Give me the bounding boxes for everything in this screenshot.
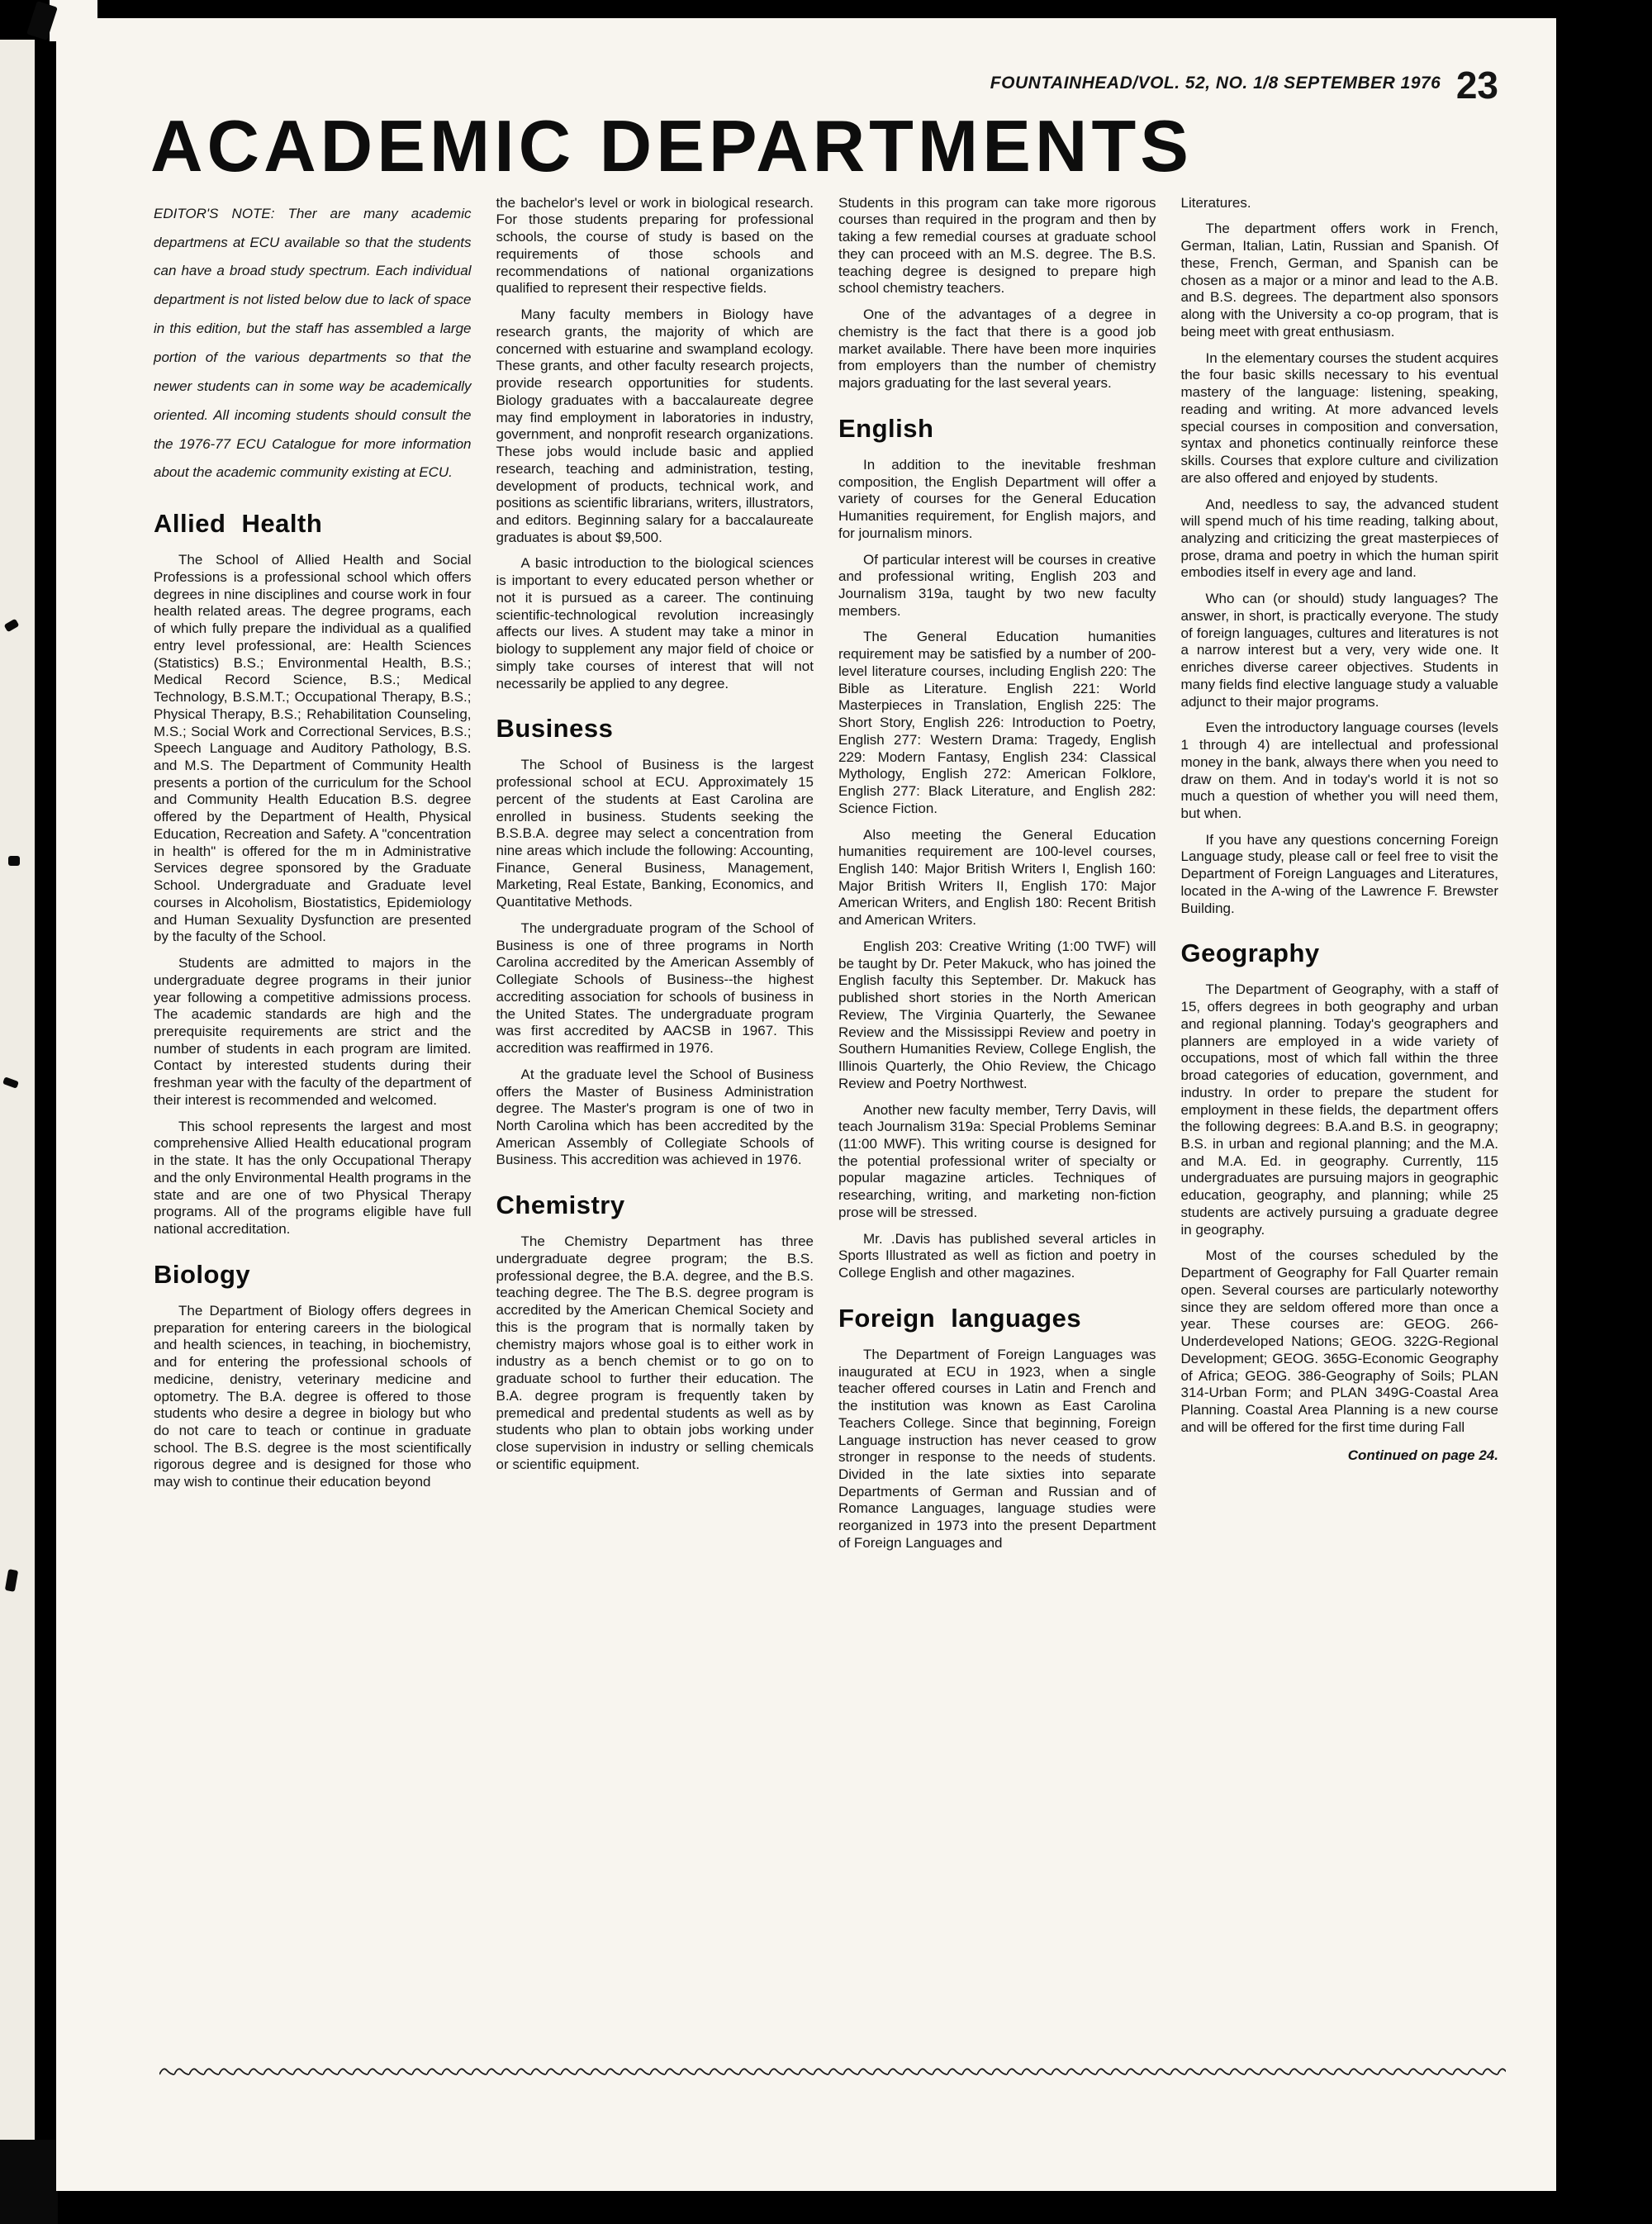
paragraph: The School of Business is the largest professional school at ECU. Approximately 15 percent of the students at East Carolina are enrolled in business. Students seeking the B.S.B.A. degree may select a concentration from nine areas which include the following: Accounting, Finance, General Business, Management, Marketing, Real Estate, Banking, Economics, and Quantitative Methods. xyxy=(496,757,814,910)
paragraph: Also meeting the General Education humanities requirement are 100-level courses, English 140: Major British Writers I, English 160: Major British Writers II, English 170: Major American Writers, and English 180: Recent British and American Writers. xyxy=(838,826,1156,929)
paragraph: The General Education humanities requirement may be satisfied by a number of 200-level literature courses, including English 220: The Bible as Literature. English 221: World Masterpieces in Translation, English 225: The Short Story, English 226: Introduction to Poetry, English 277: Western Drama: Tragedy, English 229: Modern Fantasy, English 234: Classical Mythology, English 272: American Folklore, English 277: Black Literature, and English 282: Science Fiction. xyxy=(838,629,1156,816)
editors-note: EDITOR'S NOTE: Ther are many academic departmens at ECU available so that the students can have a broad study spectrum. Each individual department is not listed below due to lack of space in this edition, but the staff has assembled a large portion of the various departments so that the newer students can in some way be academically oriented. All incoming students should consult the the 1976-77 ECU Catalogue for more information about the academic community existing at ECU. xyxy=(154,205,472,481)
paragraph: The Department of Biology offers degrees in preparation for entering careers in the biological and health sciences, in teaching, in biochemistry, and for entering the professional schools of medicine, denistry, veterinary medicine and optometry. The B.A. degree is offered to those students who desire a degree in biology but who do not care to teach or continue in graduate school. The B.S. degree is the most scientifically rigorous degree and is designed for those who may wish to continue their education beyond xyxy=(154,1302,472,1490)
section-heading-foreign-languages: Foreign languages xyxy=(838,1303,1082,1333)
paragraph: The Chemistry Department has three undergraduate degree program; the B.S. professional degree, the B.A. degree, and the B.S. teaching degree. The The B.S. degree program is accredited by the American Chemical Society and this is the program that is normally taken by chemistry majors whose goal is to either work in industry as a bench chemist or to go on to graduate school to further their education. The B.A. degree program is frequently taken by premedical and predental students as well as by students who plan to obtain jobs working under close supervision in industry or selling chemicals or scientific equipment. xyxy=(496,1233,814,1472)
paragraph: This school represents the largest and most comprehensive Allied Health educational program in the state. It has the only Occupational Therapy and the only Environmental Health programs in the state and are one of two Physical Therapy programs. All of the programs eligible have full national accreditation. xyxy=(154,1118,472,1238)
paragraph: Students in this program can take more rigorous courses than required in the program and then by taking a few remedial courses at graduate school they can proceed with an M.S. degree. The B.S. teaching degree is designed to prepare high school chemistry teachers. xyxy=(838,194,1156,297)
newspaper-page xyxy=(56,18,1556,2191)
squiggle-underline xyxy=(159,2065,1506,2077)
paragraph: Who can (or should) study languages? The answer, in short, is practically everyone. The study of foreign languages, cultures and literatures is not a narrow interest but a very, very wide one. It enriches diverse career objectives. Students in many fields find elective language study a valuable adjunct to their major programs. xyxy=(1180,591,1498,710)
paragraph: A basic introduction to the biological sciences is important to every educated person whether or not it is pursued as a career. The continuing scientific-technological revolution increasingly affects our lives. A student may take a minor in biology to supplement any major field of choice or simply take courses of interest that will not necessarily be applied to any degree. xyxy=(496,555,814,691)
folio-line xyxy=(154,64,1498,107)
paragraph: Most of the courses scheduled by the Department of Geography for Fall Quarter remain open. Several courses are particularly noteworthy since they are seldom offered more than once a year. These courses are: GEOG. 266-Underdeveloped Nations; GEOG. 322G-Regional Development; GEOG. 365G-Economic Geography of Africa; GEOG. 386-Geography of Soils; PLAN 314-Urban Form; and PLAN 349G-Coastal Area Planning. Coastal Area Planning is a new course and will be offered for the first time during Fall xyxy=(1180,1247,1498,1435)
paragraph: Mr. .Davis has published several articles in Sports Illustrated as well as fiction and poetry in College English and other magazines. xyxy=(838,1230,1156,1281)
paragraph: If you have any questions concerning Foreign Language study, please call or feel free to visit the Department of Foreign Languages and Literatures, located in the A-wing of the Lawrence F. Brewster Building. xyxy=(1180,831,1498,916)
masthead: FOUNTAINHEAD/VOL. 52, NO. 1/8 SEPTEMBER 1976 xyxy=(990,74,1441,93)
paragraph: Many faculty members in Biology have research grants, the majority of which are concerned with estuarine and swampland ecology. These grants, and other faculty research projects, provide research opportunities for students. Biology graduates with a baccalaureate degree may find employment in laboratories in industry, government, and nonprofit research organizations. These jobs would include basic and applied research, teaching and administration, testing, development of products, technical work, and positions as scientific librarians, writers, illustrators, and editors. Beginning salary for a baccalaureate graduates is about $9,500. xyxy=(496,307,814,545)
scan-artifact xyxy=(0,2140,58,2224)
paragraph: Students are admitted to majors in the undergraduate degree programs in their junior year following a competitive admissions process. The academic standards are high and the prerequisite requirements are strict and the number of students in each program are limited. Contact by interested students during their freshman year with the faculty of the department of their interest is recommended and welcomed. xyxy=(154,955,472,1108)
page-number: 23 xyxy=(1455,64,1498,107)
paragraph: In addition to the inevitable freshman composition, the English Department will offer a variety of courses for the General Education Humanities requirement, for English majors, and for journalism minors. xyxy=(838,456,1156,541)
paragraph: the bachelor's level or work in biological research. For those students preparing for professional schools, the course of study is based on the requirements of those schools and recommendations of national organizations qualified to represent their respective fields. xyxy=(496,194,814,297)
paragraph: In the elementary courses the student acquires the four basic skills necessary to his eventual mastery of the language: listening, speaking, reading and writing. At more advanced levels special courses in composition and conversation, syntax and phonetics continually reinforce these skills. Courses that explore culture and civilization are also offered and enjoyed by students. xyxy=(1180,349,1498,486)
paragraph: Another new faculty member, Terry Davis, will teach Journalism 319a: Special Problems Seminar (11:00 MWF). This writing course is designed for the potential professional writer of specialty or popular magazine articles. Techniques of researching, writing, and marketing non-fiction prose will be stressed. xyxy=(838,1101,1156,1220)
paragraph: The undergraduate program of the School of Business is one of three programs in North Carolina accredited by the American Assembly of Collegiate Schools of Business--the highest accrediting association for schools of business in the United States. The undergraduate program was first accredited by AACSB in 1967. This accredition was reaffirmed in 1976. xyxy=(496,920,814,1057)
article-columns xyxy=(154,195,1498,1561)
paragraph: And, needless to say, the advanced student will spend much of his time reading, talking about, analyzing and criticizing the great masterpieces of prose, drama and poetry in which the human spirit embodies itself in every age and land. xyxy=(1180,496,1498,581)
paragraph: At the graduate level the School of Business offers the Master of Business Administration degree. The Master's program is one of two in North Carolina which has been accredited by the American Assembly of Collegiate Schools of Business. This accredition was achieved in 1976. xyxy=(496,1066,814,1168)
paragraph: Literatures. xyxy=(1180,194,1251,211)
paragraph: Of particular interest will be courses in creative and professional writing, English 203 and Journalism 319a, taught by two new faculty members. xyxy=(838,551,1156,619)
section-heading-business: Business xyxy=(496,714,614,744)
paragraph: The School of Allied Health and Social Professions is a professional school which offers degrees in nine disciplines and course work in four health related areas. The degree programs, each of which fully prepare the individual as a qualified entry level professional, are: Health Sciences (Statistics) B.S.; Environmental Health, B.S.; Medical Record Science, B.S.; Medical Technology, B.S.M.T.; Occupational Therapy, B.S.; Physical Therapy, B.S.; Rehabilitation Counseling, M.S.; Social Work and Correctional Services, B.S.; Speech Language and Auditory Pathology, B.S. and M.S. The Department of Community Health presents a portion of the curriculum for the School and Community Health Education B.S. degree offered by the Department of Health, Physical Education, Recreation and Safety. A "concentration in health" is offered for the m in Administrative Services degree sponsored by the Graduate School. Undergraduate and Graduate level courses in Alcoholism, Biostatistics, Epidemiology and Human Sexuality Dysfunction are presented by the faculty of the School. xyxy=(154,552,472,945)
paragraph: The Department of Foreign Languages was inaugurated at ECU in 1923, when a single teacher offered courses in Latin and French and the institution was known as East Carolina Teachers College. Since that beginning, Foreign Language instruction has never ceased to grow stronger in response to the needs of students. Divided in the late sixties into separate Departments of German and Russian and of Romance Languages, language studies were reorganized in 1973 into the present Department of Foreign Languages and xyxy=(838,1346,1156,1551)
section-heading-geography: Geography xyxy=(1180,939,1320,968)
paragraph: The Department of Geography, with a staff of 15, offers degrees in both geography and urban and regional planning. Today's geographers and planners are employed in a wide variety of occupations, most of which fall within the three broad categories of education, government, and industry. In order to prepare the student for employment in these fields, the department offers the following degrees: B.A.and B.S. in geograpny; B.S. in urban and regional planning; and the M.A. and M.A. Ed. in geography. Currently, 115 undergraduates are pursuing majors in geographic education, geography, and planning; while 25 students are actively pursuing a graduate degree in geography. xyxy=(1180,981,1498,1238)
section-heading-allied-health: Allied Health xyxy=(154,509,323,539)
section-heading-english: English xyxy=(838,413,934,443)
paragraph: One of the advantages of a degree in chemistry is the fact that there is a good job market available. There have been more inquiries from employers than the number of chemistry majors graduating for the last several years. xyxy=(838,307,1156,392)
column-1 xyxy=(154,195,472,1561)
scan-edge-strip xyxy=(0,40,35,2155)
scan-artifact xyxy=(8,856,20,866)
column-3 xyxy=(838,195,1156,1561)
column-2 xyxy=(496,195,814,1561)
paragraph: English 203: Creative Writing (1:00 TWF) will be taught by Dr. Peter Makuck, who has joined the English faculty this September. Dr. Makuck has published short stories in the North American Review, The Virginia Quarterly, the Sewanee Review and the Mississippi Review and poetry in Southern Humanities Review, College English, the Illinois Quarterly, the Ohio Review, the Chicago Review and Poetry Northwest. xyxy=(838,938,1156,1091)
section-heading-chemistry: Chemistry xyxy=(496,1190,625,1220)
continued-notice: Continued on page 24. xyxy=(1347,1447,1498,1464)
page-title: ACADEMIC DEPARTMENTS xyxy=(150,105,1193,187)
column-4 xyxy=(1181,195,1499,1561)
section-heading-biology: Biology xyxy=(154,1259,251,1289)
paragraph: Even the introductory language courses (levels 1 through 4) are intellectual and professional money in the bank, always there when you need to draw on them. And in today's world it is not so much a question of whether you will need them, but when. xyxy=(1180,720,1498,821)
paragraph: The department offers work in French, German, Italian, Latin, Russian and Spanish. Of these, French, German, and Spanish can be chosen as a major or a minor and lead to the A.B. and B.S. degrees. The department also sponsors along with the University a co-op program, that is being meet with great enthusiasm. xyxy=(1180,221,1498,340)
